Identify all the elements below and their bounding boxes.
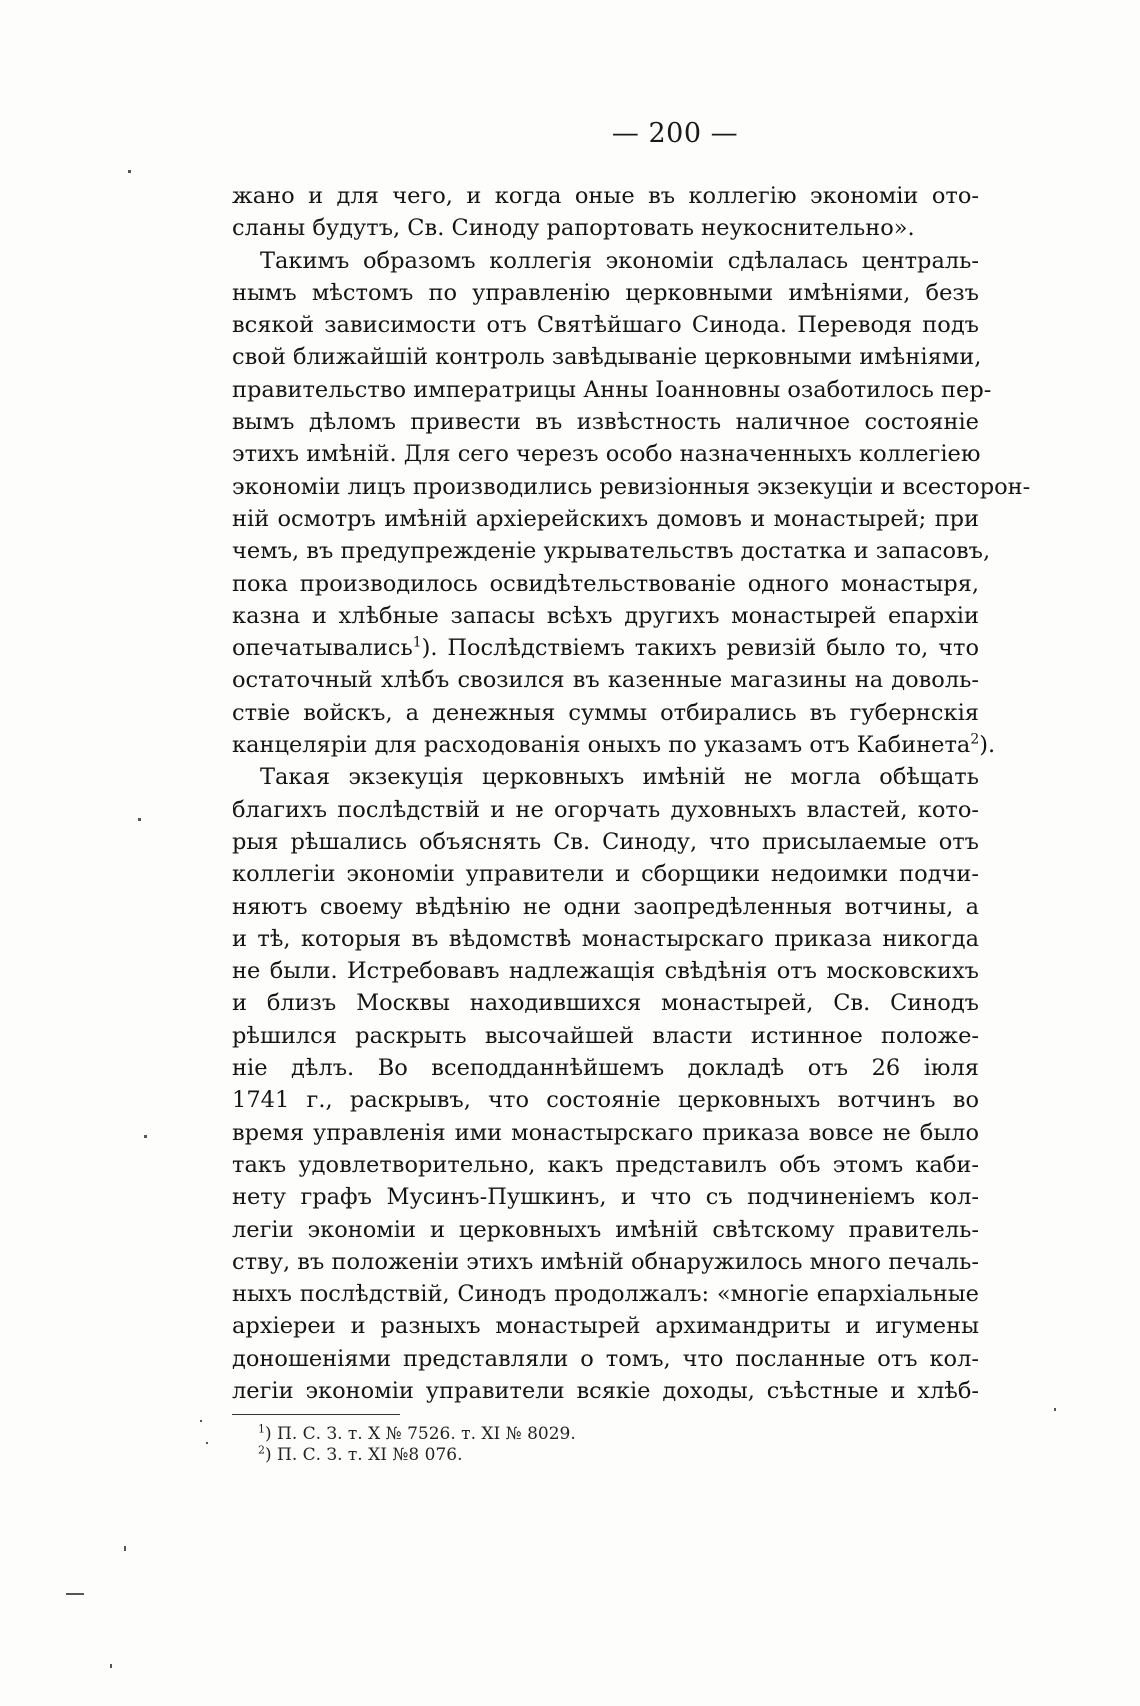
text-line <box>232 1052 979 1084</box>
line-text: ній осмотръ имѣній архіерейскихъ домовъ и монастырей; при <box>232 505 979 532</box>
footnote <box>258 1445 576 1466</box>
line-text: такъ удовлетворительно, какъ представилъ объ этомъ каби- <box>232 1151 979 1178</box>
main-text <box>232 180 1031 1407</box>
line-text: ныхъ послѣдствій, Синодъ продолжалъ: «многіе епархіальные <box>232 1281 979 1308</box>
line-text: легіи экономіи управители всякіе доходы, съѣстные и хлѣб- <box>232 1377 979 1404</box>
line-text: жано и для чего, и когда оные въ коллегію экономіи ото- <box>232 183 979 209</box>
page-number: — 200 — <box>611 118 739 149</box>
line-text: рыя рѣшались объяснять Св. Синоду, что присылаемые отъ <box>232 828 979 855</box>
text-line <box>232 891 979 923</box>
scan-speck <box>66 1593 84 1595</box>
text-line <box>232 1149 979 1181</box>
footnote-separator <box>232 1414 400 1415</box>
line-text: 1741 г., раскрывъ, что состояніе церковныхъ вотчинъ во <box>232 1087 979 1114</box>
line-text: время управленія ими монастырскаго приказа вовсе не было <box>232 1119 979 1146</box>
line-text: рѣшился раскрыть высочайшей власти истинное положе- <box>232 1022 979 1049</box>
footnote <box>258 1424 576 1445</box>
text-line <box>232 471 1031 503</box>
scan-speck <box>200 1420 202 1422</box>
text-line <box>232 1084 979 1116</box>
line-text: канцеляріи для расходованія оныхъ по указамъ отъ Кабинета <box>232 732 971 759</box>
line-text: доношеніями представляли о томъ, что посланные отъ кол- <box>232 1345 979 1372</box>
text-line <box>232 374 992 406</box>
line-text: нымъ мѣстомъ по управленію церковными имѣніями, безъ <box>232 279 979 306</box>
line-text: остаточный хлѣбъ свозился въ казенные магазины на доволь- <box>232 667 979 694</box>
line-text: архіереи и разныхъ монастырей архимандриты и игумены <box>232 1313 979 1340</box>
line-text: казна и хлѣбные запасы всѣхъ другихъ монастырей епархіи <box>232 602 979 629</box>
line-text: ніе дѣлъ. Во всеподданнѣйшемъ докладѣ отъ 26 іюля <box>232 1055 979 1082</box>
text-line <box>232 1343 979 1375</box>
line-text-continued: ). Послѣдствіемъ такихъ ревизій было то, что <box>421 635 979 662</box>
scan-speck <box>124 1546 126 1551</box>
line-text: благихъ послѣдствій и не огорчать духовныхъ властей, кото- <box>232 796 979 823</box>
line-text: экономіи лицъ производились ревизіонныя экзекуціи и всесторон- <box>232 473 1031 500</box>
text-line <box>232 697 979 729</box>
text-line <box>232 341 982 373</box>
text-line <box>232 1246 979 1278</box>
text-line <box>232 600 979 632</box>
text-line <box>232 1375 979 1407</box>
line-text: ству, въ положеніи этихъ имѣній обнаружилось много печаль- <box>232 1248 979 1275</box>
text-line <box>232 309 979 341</box>
line-text: вымъ дѣломъ привести въ извѣстность наличное состояніе <box>232 409 979 436</box>
scan-speck <box>110 1664 112 1668</box>
text-line <box>232 987 979 1019</box>
footnotes <box>258 1424 576 1466</box>
text-line <box>232 535 991 567</box>
text-line <box>232 761 979 793</box>
line-text-continued: ). <box>979 732 996 759</box>
text-line <box>232 568 979 600</box>
scan-speck <box>206 1442 208 1444</box>
footnote-reference: 2 <box>970 731 980 748</box>
text-line <box>232 632 979 664</box>
scan-speck <box>1054 1408 1056 1411</box>
text-line <box>232 923 979 955</box>
line-text: нету графъ Мусинъ-Пушкинъ, и что съ подчиненіемъ кол- <box>232 1184 979 1211</box>
line-text: правительство императрицы Анны Іоанновны озаботилось пер- <box>232 376 992 403</box>
line-text: и тѣ, которыя въ вѣдомствѣ монастырскаго приказа никогда <box>232 925 979 952</box>
line-text: свой ближайшій контроль завѣдываніе церковными имѣніями, <box>232 344 982 371</box>
text-line <box>232 664 979 696</box>
line-text: коллегіи экономіи управители и сборщики недоимки подчи- <box>232 861 979 888</box>
text-line <box>232 1214 979 1246</box>
text-line <box>232 794 979 826</box>
text-line <box>232 406 979 438</box>
line-text: опечатывались <box>232 635 413 662</box>
text-line <box>232 826 979 858</box>
text-line <box>232 955 979 987</box>
text-line <box>232 1020 979 1052</box>
scan-speck <box>138 818 141 821</box>
text-line <box>232 1181 979 1213</box>
footnote-mark: 2 <box>258 1443 265 1457</box>
text-line <box>232 1310 979 1342</box>
line-text: Такимъ образомъ коллегія экономіи сдѣлалась централь- <box>260 247 979 274</box>
footnote-text: ) П. С. З. т. X № 7526. т. XI № 8029. <box>265 1424 576 1444</box>
text-line <box>232 729 996 761</box>
line-text: ствіе войскъ, а денежныя суммы отбирались въ губернскія <box>232 699 979 726</box>
line-text: чемъ, въ предупрежденіе укрывательствъ достатка и запасовъ, <box>232 538 991 565</box>
text-line <box>232 245 979 277</box>
footnote-reference: 1 <box>412 634 422 651</box>
line-text: этихъ имѣній. Для сего черезъ особо назначенныхъ коллегіею <box>232 441 981 468</box>
line-text: пока производилось освидѣтельствованіе одного монастыря, <box>232 570 979 597</box>
text-line <box>232 277 979 309</box>
line-text: сланы будутъ, Св. Синоду рапортовать неукоснительно». <box>232 215 915 242</box>
text-line <box>232 438 979 470</box>
scan-speck <box>128 170 131 173</box>
line-text: всякой зависимости отъ Святѣйшаго Синода. Переводя подъ <box>232 312 979 339</box>
scan-speck <box>144 1135 147 1138</box>
footnote-text: ) П. С. З. т. XI №8 076. <box>265 1445 463 1465</box>
line-text: не были. Истребовавъ надлежащія свѣдѣнія отъ московскихъ <box>232 958 979 985</box>
line-text: няютъ своему вѣдѣнію не одни заопредѣленныя вотчины, а <box>232 893 979 920</box>
footnote-mark: 1 <box>258 1422 265 1436</box>
text-line <box>232 503 979 535</box>
text-line <box>232 212 979 244</box>
line-text: легіи экономіи и церковныхъ имѣній свѣтскому правитель- <box>232 1216 979 1243</box>
line-text: Такая экзекуція церковныхъ имѣній не могла обѣщать <box>260 764 979 791</box>
text-line <box>232 1278 979 1310</box>
text-line <box>232 1117 979 1149</box>
line-text: и близъ Москвы находившихся монастырей, Св. Синодъ <box>232 990 979 1017</box>
text-line <box>232 858 979 890</box>
text-line <box>232 180 979 212</box>
